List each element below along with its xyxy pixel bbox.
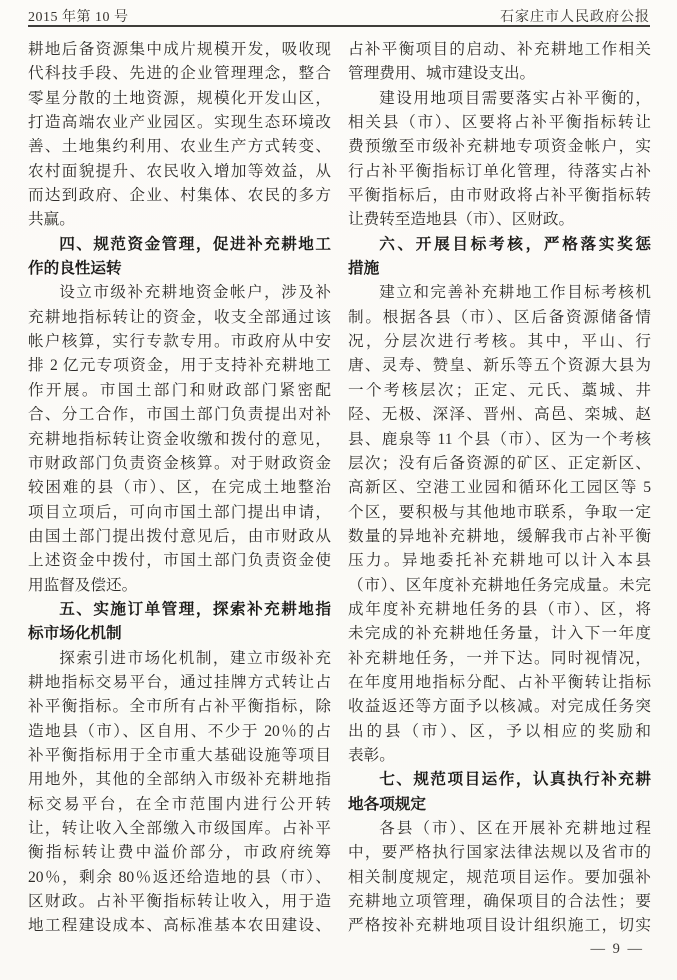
text-line: 地工程建设成本、高标准基本农田建设、 xyxy=(28,917,331,935)
text-line: 耕地指标交易平台，通过挂牌方式转让占 xyxy=(28,673,331,691)
text-line: 况，分层次进行考核。其中，平山、行 xyxy=(348,333,651,351)
text-line: 造地县（市）、区自用、不少于 20％的占 xyxy=(28,722,331,740)
text-line: 建立和完善补充耕地工作目标考核机 xyxy=(379,284,651,302)
text-line: 高新区、空港工业园和循环化工园区等 5 xyxy=(348,479,651,497)
text-line: 各县（市）、区在开展补充耕地过程 xyxy=(379,820,651,837)
text-line: 成年度补充耕地任务的县（市）、区，将 xyxy=(348,600,651,618)
text-line: 收益返还等方面予以核减。对完成任务突 xyxy=(348,698,651,716)
section-heading xyxy=(28,598,331,647)
text-line: 零星分散的土地资源，规模化开发山区， xyxy=(28,89,331,107)
text-line: 七、规范项目运作，认真执行补充耕 xyxy=(379,771,651,789)
text-line: 市财政部门负责资金核算。对于财政资金 xyxy=(28,454,331,472)
left-text-column xyxy=(28,38,331,939)
text-line: 由国土部门提出拨付意见后，由市财政从 xyxy=(28,527,331,545)
text-line: 占补平衡项目的启动、补充耕地工作相关 xyxy=(348,41,651,58)
text-line: 六、开展目标考核，严格落实奖惩 xyxy=(379,235,651,253)
text-line: 农村面貌提升、农民收入增加等效益，从 xyxy=(28,162,331,180)
text-line: 地各项规定 xyxy=(348,795,426,813)
text-line: 衡指标转让费中溢价部分，市政府统筹 xyxy=(28,844,331,862)
text-line: 补充耕地任务，一并下达。同时视情况， xyxy=(348,649,651,667)
text-line: 标交易平台，在全市范围内进行公开转 xyxy=(28,795,331,813)
text-line: 层次；没有后备资源的矿区、正定新区、 xyxy=(348,454,651,472)
text-line: 区财政。占补平衡指标转让收入，用于造 xyxy=(28,893,331,911)
text-line: 五、实施订单管理，探索补充耕地指 xyxy=(59,600,331,618)
paragraph xyxy=(348,38,651,87)
text-line: 中，要严格执行国家法律法规以及省市的 xyxy=(348,844,651,862)
text-line: 补平衡指标用于全市重大基础设施等项目 xyxy=(28,746,331,764)
text-line: 充耕地指标转让的资金，收支全部通过该 xyxy=(28,308,331,326)
section-heading xyxy=(348,768,651,817)
text-line: 20％，剩余 80％返还给造地的县（市）、 xyxy=(28,868,331,886)
text-line: 费预缴至市级补充耕地专项资金帐户，实 xyxy=(348,138,651,156)
paragraph xyxy=(28,647,331,939)
right-text-column xyxy=(348,38,651,939)
text-line: 标市场化机制 xyxy=(28,625,122,643)
text-line: 充耕地指标转让资金收缴和拨付的意见， xyxy=(28,430,331,448)
header-issue-number: 2015 年第 10 号 xyxy=(28,10,129,25)
text-line: 让费转至造地县（市）、区财政。 xyxy=(348,211,575,229)
text-line: 县、鹿泉等 11 个县（市）、区为一个考核 xyxy=(348,430,651,448)
text-line: （市）、区年度补充耕地任务完成量。未完 xyxy=(348,576,651,594)
text-line: 打造高端农业产业园区。实现生态环境改 xyxy=(28,114,331,132)
text-line: 充耕地立项管理，确保项目的合法性；要 xyxy=(348,893,651,911)
paragraph xyxy=(348,817,651,939)
text-line: 严格按补充耕地项目设计组织施工，切实 xyxy=(348,917,651,935)
text-line: 较困难的县（市）、区，在完成土地整治 xyxy=(28,479,331,497)
text-line: 让，转让收入全部缴入市级国库。占补平 xyxy=(28,820,331,837)
text-line: 平衡指标后，由市财政将占补平衡指标转 xyxy=(348,187,651,205)
text-line: 帐户核算，实行专款专用。市政府从中安 xyxy=(28,333,331,351)
text-line: 耕地后备资源集中成片规模开发，吸收现 xyxy=(28,41,331,58)
text-line: 制。根据各县（市）、区后备资源储备情 xyxy=(348,308,651,326)
text-line: 共赢。 xyxy=(28,211,75,229)
text-line: 上述资金中拨付，市国土部门负责资金使 xyxy=(28,552,331,570)
text-line: 未完成的补充耕地任务量，计入下一年度 xyxy=(348,625,651,643)
text-line: 相关制度规定，规范项目运作。要加强补 xyxy=(348,868,651,886)
paragraph xyxy=(28,281,331,597)
text-line: 措施 xyxy=(348,260,380,278)
text-line: 数量的异地补充耕地，缓解我市占补平衡 xyxy=(348,527,651,545)
paragraph xyxy=(348,281,651,768)
section-heading xyxy=(28,233,331,282)
text-line: 合、分工合作，市国土部门负责提出对补 xyxy=(28,406,331,424)
text-line: 作开展。市国土部门和财政部门紧密配 xyxy=(28,381,331,399)
text-line: 表彰。 xyxy=(348,746,395,764)
text-line: 压力。异地委托补充耕地可以计入本县 xyxy=(348,552,651,570)
paragraph xyxy=(348,87,651,233)
text-line: 陉、无极、深泽、晋州、高邑、栾城、赵 xyxy=(348,406,651,424)
text-line: 管理费用、城市建设支出。 xyxy=(348,65,536,83)
text-line: 建设用地项目需要落实占补平衡的， xyxy=(379,89,651,107)
text-line: 出的县（市）、区，予以相应的奖励和 xyxy=(348,722,651,740)
text-line: 设立市级补充耕地资金帐户，涉及补 xyxy=(59,284,331,302)
text-line: 一个考核层次；正定、元氏、藁城、井 xyxy=(348,381,651,399)
text-line: 在年度用地指标分配、占补平衡转让指标 xyxy=(348,673,651,691)
text-line: 相关县（市）、区要将占补平衡指标转让 xyxy=(348,114,651,132)
header-rule xyxy=(28,25,650,27)
text-line: 个区，要积极与其他地市联系，争取一定 xyxy=(348,503,651,521)
page-number: — 9 — xyxy=(590,941,644,957)
text-line: 探索引进市场化机制，建立市级补充 xyxy=(59,649,331,667)
text-line: 补平衡指标。全市所有占补平衡指标，除 xyxy=(28,698,331,716)
text-line: 排 2 亿元专项资金，用于支持补充耕地工 xyxy=(28,357,331,375)
text-line: 用监督及偿还。 xyxy=(28,576,138,594)
paragraph xyxy=(28,38,331,233)
text-line: 唐、灵寿、赞皇、新乐等五个资源大县为 xyxy=(348,357,651,375)
text-line: 代科技手段、先进的企业管理理念，整合 xyxy=(28,65,331,83)
text-line: 行占补平衡指标订单化管理，待落实占补 xyxy=(348,162,651,180)
text-line: 项目立项后，可向市国土部门提出申请， xyxy=(28,503,331,521)
header-publication-title: 石家庄市人民政府公报 xyxy=(500,10,650,25)
text-line: 四、规范资金管理，促进补充耕地工 xyxy=(59,235,331,253)
section-heading xyxy=(348,233,651,282)
text-line: 善、土地集约利用、农业生产方式转变、 xyxy=(28,138,331,156)
text-line: 作的良性运转 xyxy=(28,260,122,278)
text-line: 而达到政府、企业、村集体、农民的多方 xyxy=(28,187,331,205)
text-line: 用地外，其他的全部纳入市级补充耕地指 xyxy=(28,771,331,789)
